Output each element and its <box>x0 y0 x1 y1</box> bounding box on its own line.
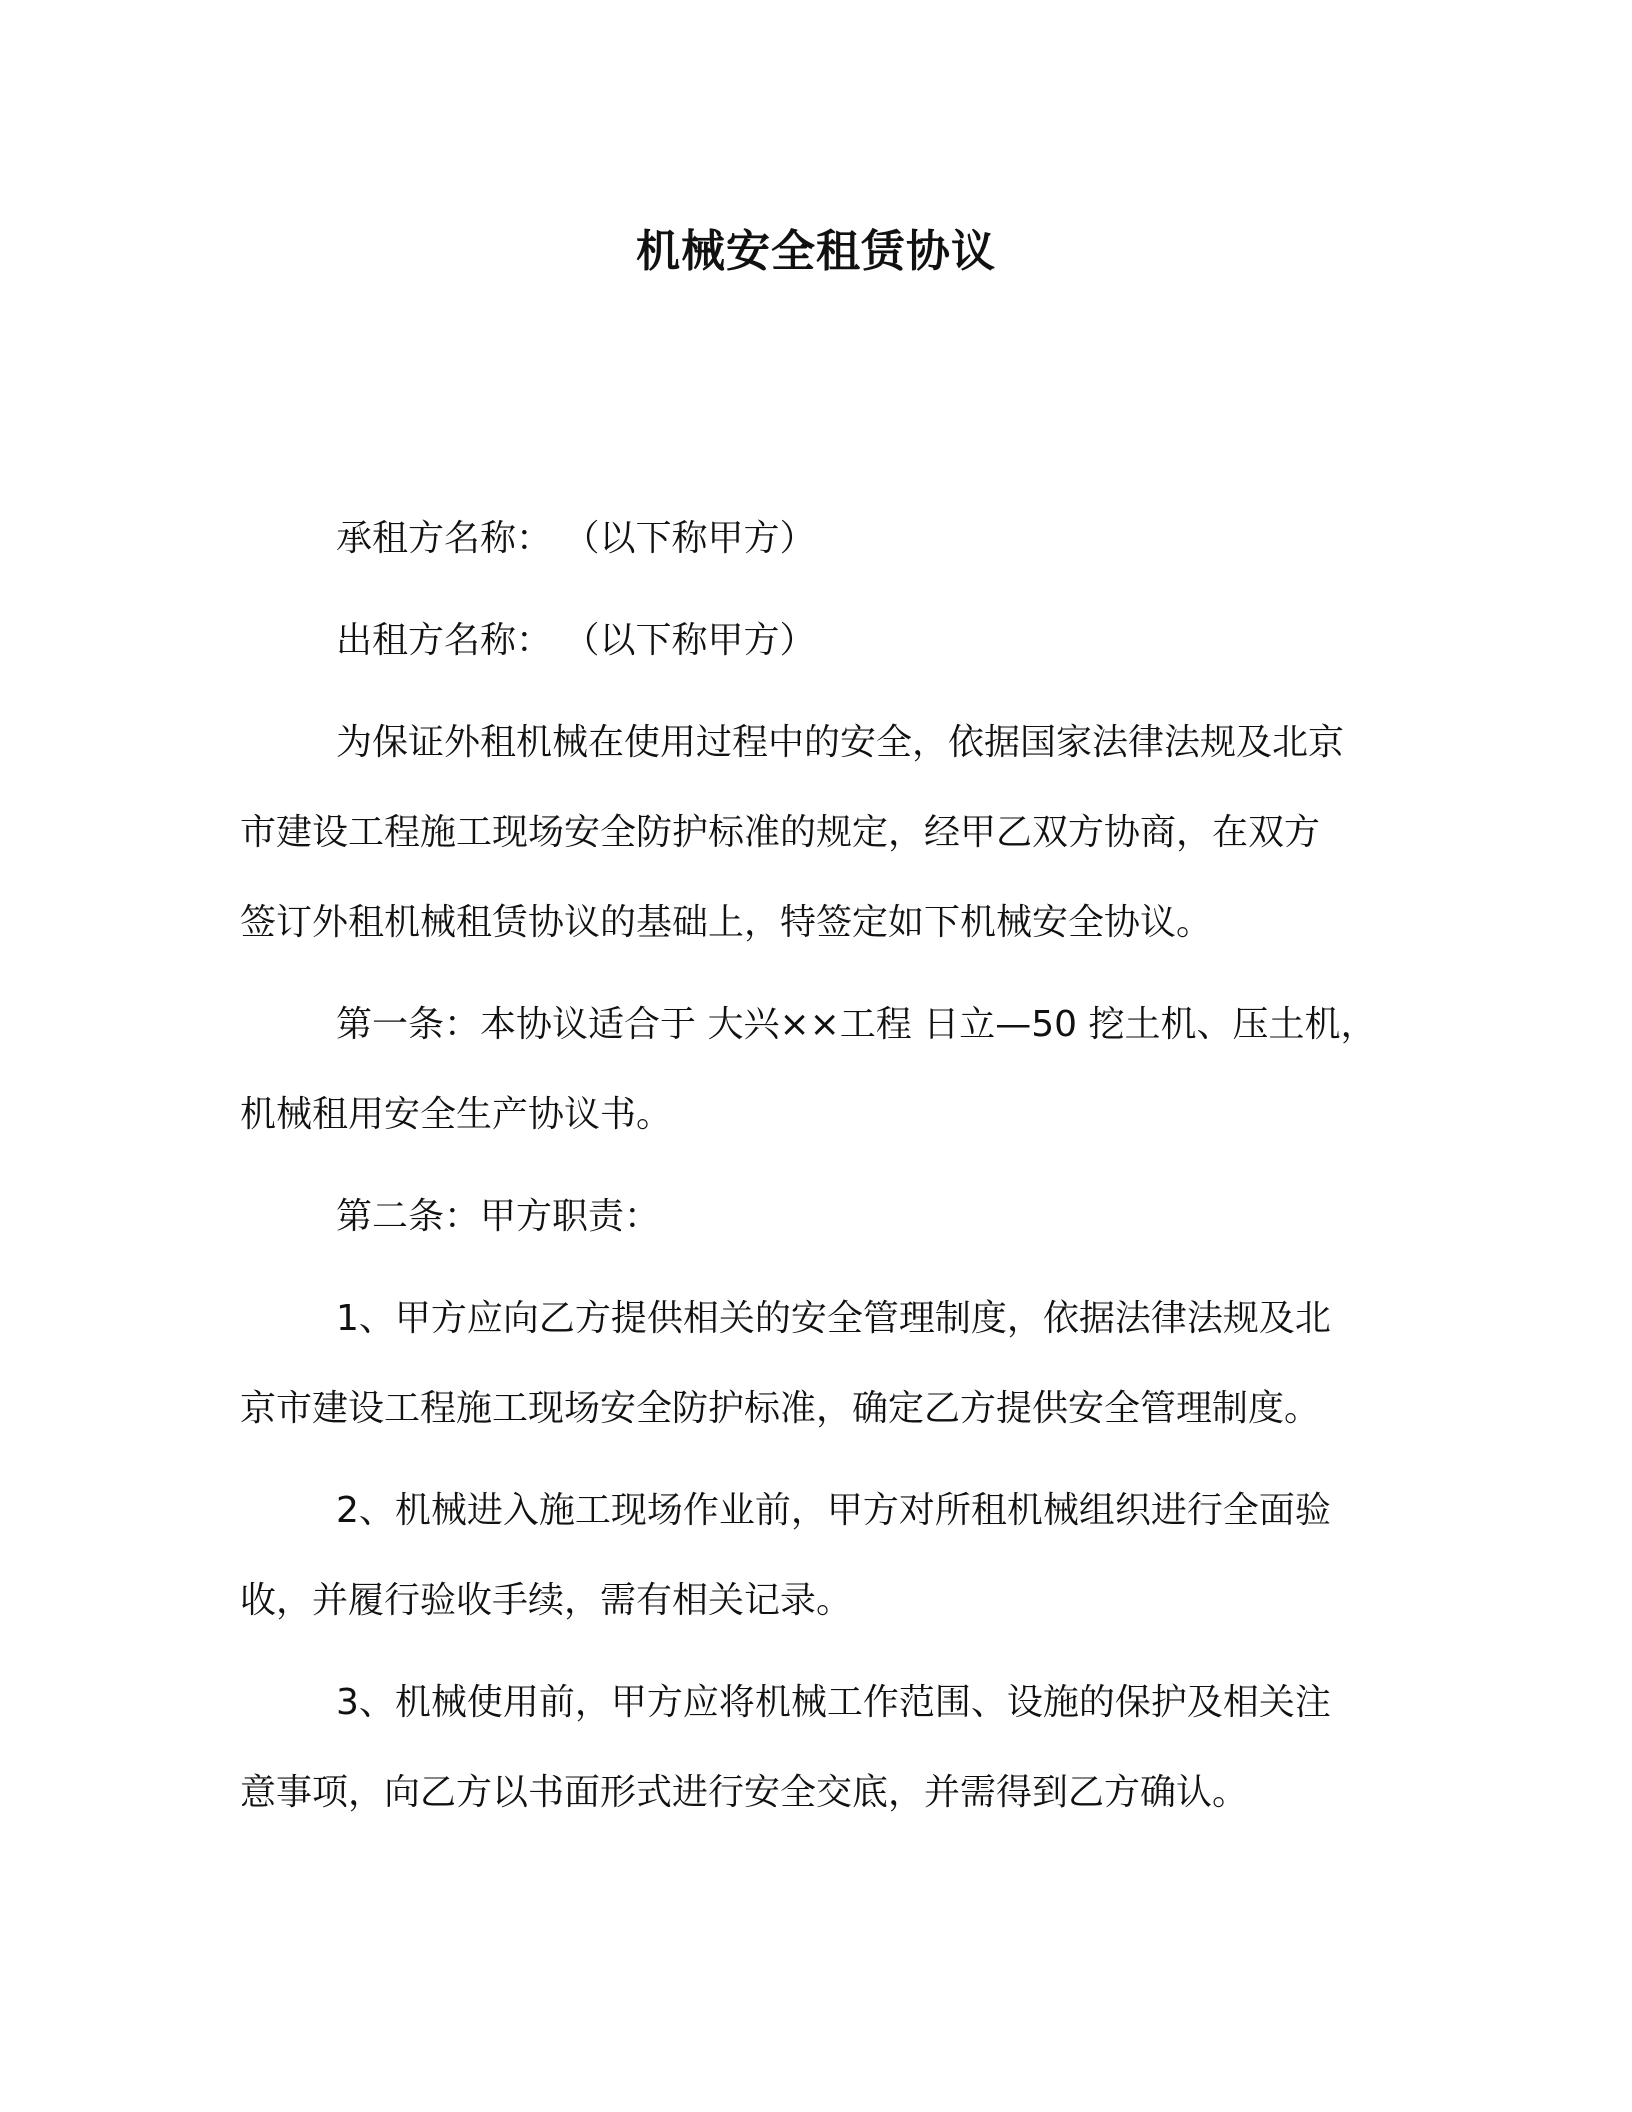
paragraph-line: 市建设工程施工现场安全防护标准的规定，经甲乙双方协商，在双方 <box>240 812 1321 853</box>
paragraph-article-2-heading <box>240 1172 1390 1262</box>
paragraph-line: 第一条：本协议适合于 大兴××工程 日立—50 挖土机、压土机， <box>336 1004 1377 1045</box>
paragraph-line: 承租方名称： （以下称甲方） <box>336 518 816 559</box>
paragraph-item-2 <box>240 1466 1390 1646</box>
paragraph-line: 为保证外租机械在使用过程中的安全，依据国家法律法规及北京 <box>336 722 1345 763</box>
paragraph-line: 意事项，向乙方以书面形式进行安全交底，并需得到乙方确认。 <box>240 1772 1249 1813</box>
paragraph-line: 出租方名称： （以下称甲方） <box>336 620 816 661</box>
paragraph-line: 机械租用安全生产协议书。 <box>240 1094 673 1135</box>
paragraph-line: 收，并履行验收手续，需有相关记录。 <box>240 1580 853 1621</box>
paragraph-line: 京市建设工程施工现场安全防护标准，确定乙方提供安全管理制度。 <box>240 1388 1321 1429</box>
document-body <box>240 494 1390 1850</box>
paragraph-line: 1、甲方应向乙方提供相关的安全管理制度，依据法律法规及北 <box>336 1298 1331 1339</box>
paragraph-item-3 <box>240 1658 1390 1838</box>
paragraph-line: 3、机械使用前，甲方应将机械工作范围、设施的保护及相关注 <box>336 1682 1331 1723</box>
paragraph-article-1 <box>240 980 1390 1160</box>
paragraph-line: 签订外租机械租赁协议的基础上，特签定如下机械安全协议。 <box>240 902 1213 943</box>
document-title: 机械安全租赁协议 <box>636 226 996 277</box>
paragraph-preamble <box>240 698 1390 968</box>
paragraph-lessee <box>240 494 1390 584</box>
paragraph-item-1 <box>240 1274 1390 1454</box>
paragraph-line: 2、机械进入施工现场作业前，甲方对所租机械组织进行全面验 <box>336 1490 1331 1531</box>
paragraph-lessor <box>240 596 1390 686</box>
paragraph-line: 第二条：甲方职责： <box>336 1196 661 1237</box>
